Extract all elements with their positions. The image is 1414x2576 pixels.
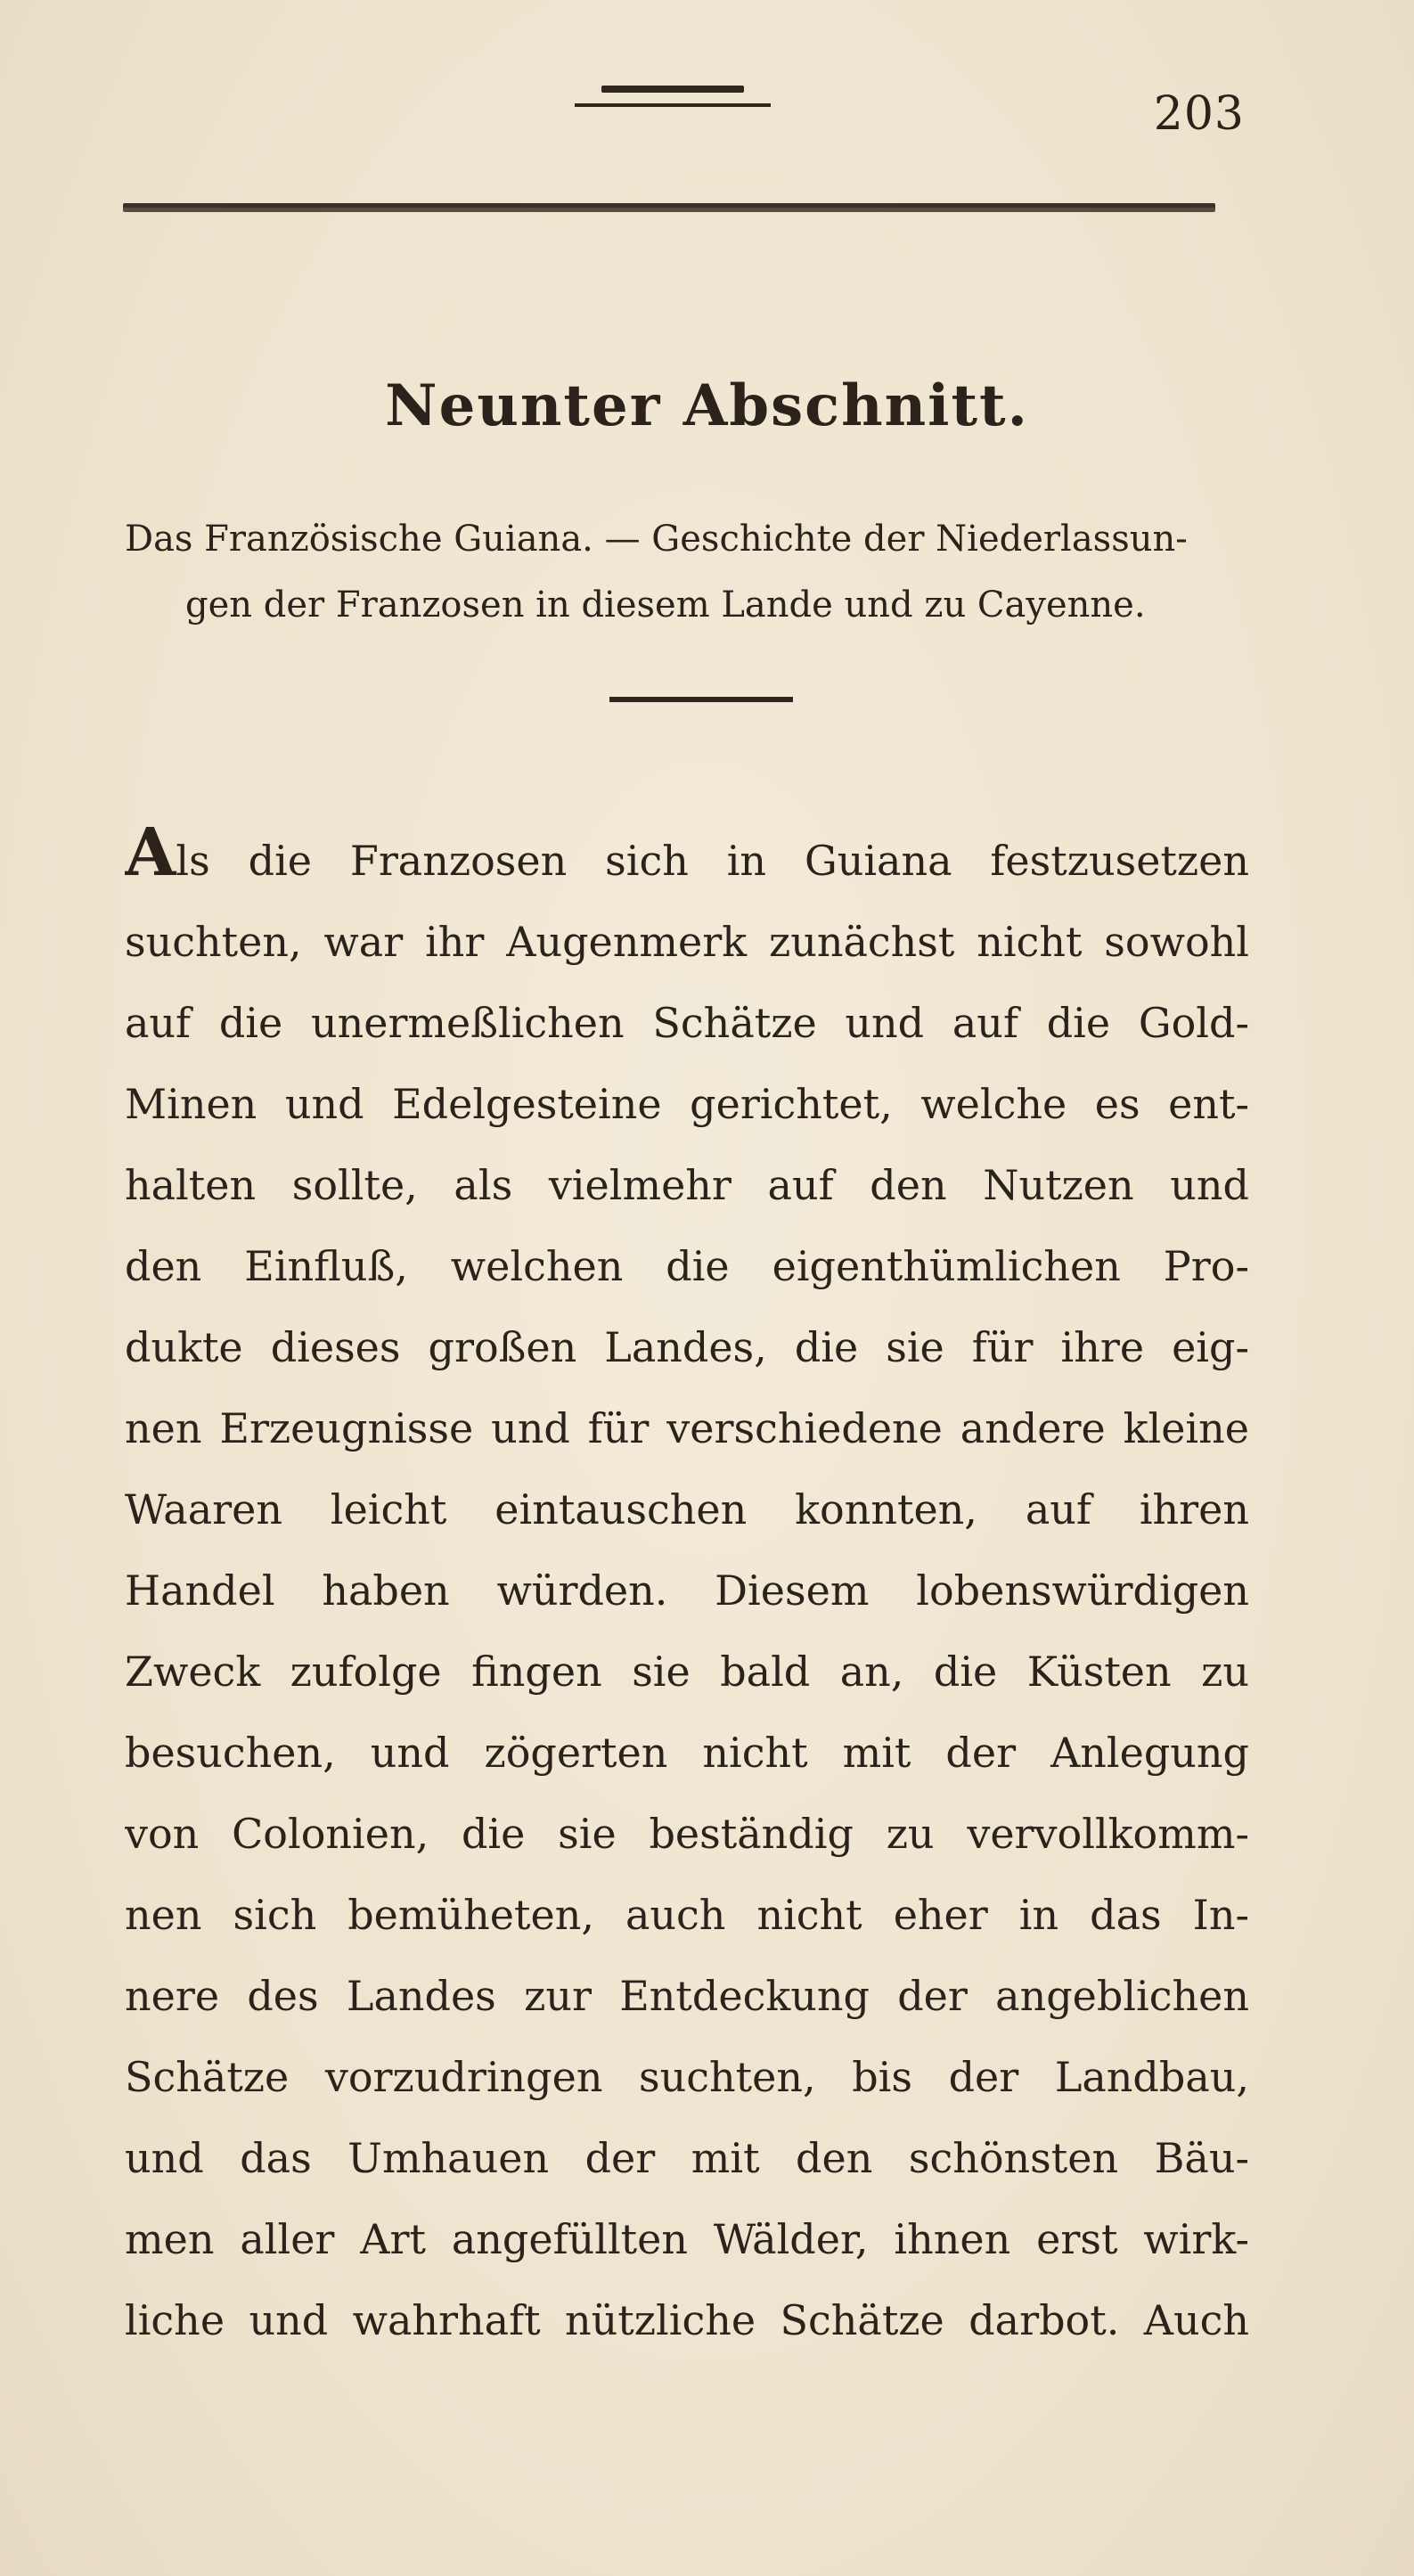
header-rule [123,203,1215,212]
body-line: Handel haben würden. Diesem lobenswürdigen [125,1566,1249,1615]
body-line: liche und wahrhaft nützliche Schätze darbot. Auch [125,2296,1249,2344]
body-line: nen sich bemüheten, auch nicht eher in das In- [125,1891,1249,1939]
body-line: nere des Landes zur Entdeckung der angeblichen [125,1972,1249,2020]
chapter-title: Neunter Abschnitt. [385,372,1029,439]
body-line: Minen und Edelgesteine gerichtet, welche es ent- [125,1080,1249,1128]
body-line: Zweck zufolge fingen sie bald an, die Küsten zu [125,1648,1249,1696]
body-line: halten sollte, als vielmehr auf den Nutzen und [125,1161,1249,1209]
body-line-text: ls die Franzosen sich in Guiana festzusetzen [176,837,1249,885]
page-number: 203 [1153,87,1245,141]
body-line: Schätze vorzudringen suchten, bis der Landbau, [125,2053,1249,2101]
body-line: auf die unermeßlichen Schätze und auf die Gold- [125,999,1249,1047]
ornament-bar-top [601,86,744,93]
body-line: und das Umhauen der mit den schönsten Bäu- [125,2134,1249,2182]
body-line [125,820,1249,902]
ornament-bar-bottom [575,103,771,107]
body-paragraph [125,820,1249,2361]
top-ornament [575,86,771,112]
body-line: suchten, war ihr Augenmerk zunächst nicht sowohl [125,918,1249,966]
subtitle-line-2: gen der Franzosen in diesem Lande und zu Cayenne. [185,585,1146,626]
body-line: den Einfluß, welchen die eigenthümlichen Pro- [125,1242,1249,1290]
chapter-subtitle [125,506,1247,638]
body-line: men aller Art angefüllten Wälder, ihnen erst wirk- [125,2215,1249,2263]
body-line: dukte dieses großen Landes, die sie für ihre eig- [125,1323,1249,1371]
body-line: von Colonien, die sie beständig zu vervollkomm- [125,1810,1249,1858]
section-divider [609,697,793,702]
subtitle-line-1: Das Französische Guiana. — Geschichte der Niederlassun- [125,519,1188,560]
body-line: nen Erzeugnisse und für verschiedene andere kleine [125,1404,1249,1452]
body-line: besuchen, und zögerten nicht mit der Anlegung [125,1729,1249,1777]
body-line: Waaren leicht eintauschen konnten, auf ihren [125,1485,1249,1533]
drop-initial: A [125,820,176,891]
